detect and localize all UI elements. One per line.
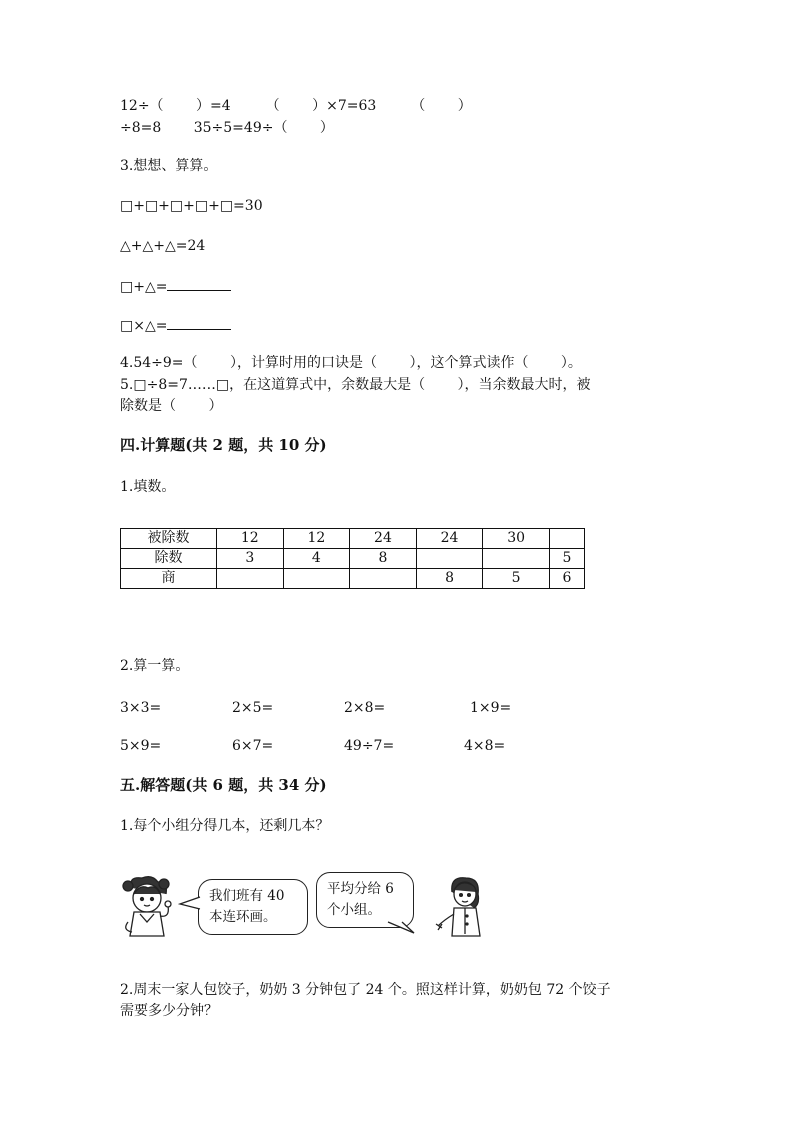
table-cell xyxy=(217,569,284,589)
table-cell xyxy=(416,549,483,569)
table-cell: 12 xyxy=(217,529,284,549)
bubble-right-line-2: 个小组。 xyxy=(327,902,381,918)
equation-triangles: △+△+△=24 xyxy=(120,238,206,254)
question-5-line-1: 5.□÷8=7……□，在这道算式中，余数最大是（ ），当余数最大时，被 xyxy=(120,377,591,393)
answer-blank[interactable] xyxy=(167,315,231,330)
table-cell xyxy=(350,569,417,589)
girl-left-illustration xyxy=(118,874,180,940)
equation-squares: □+□+□+□+□=30 xyxy=(120,198,263,214)
table-cell xyxy=(549,529,584,549)
bubble-left-line-2: 本连环画。 xyxy=(209,909,277,925)
calc-item: 6×7= xyxy=(232,738,274,754)
table-cell: 8 xyxy=(416,569,483,589)
section-5-q2-line-1: 2.周末一家人包饺子，奶奶 3 分钟包了 24 个。照这样计算，奶奶包 72 个饺子 xyxy=(120,982,611,998)
bubble-left-tail xyxy=(178,894,202,912)
girl-right-illustration xyxy=(434,874,490,938)
equation-product-row xyxy=(120,315,231,336)
table-cell: 3 xyxy=(217,549,284,569)
table-row xyxy=(121,569,585,589)
calc-item: 49÷7= xyxy=(344,738,395,754)
section-4-q2-title: 2.算一算。 xyxy=(120,658,190,674)
section-5-q2-line-2: 需要多少分钟？ xyxy=(120,1003,218,1019)
calc-item: 1×9= xyxy=(470,700,512,716)
table-cell: 5 xyxy=(549,549,584,569)
bubble-right-tail xyxy=(386,920,416,936)
division-fill-table xyxy=(120,528,585,589)
table-cell: 24 xyxy=(350,529,417,549)
table-row xyxy=(121,529,585,549)
equation-sum-row xyxy=(120,276,231,297)
table-cell: 12 xyxy=(283,529,350,549)
calc-item: 2×8= xyxy=(344,700,386,716)
fill-blank-line-2: ÷8=8 35÷5=49÷（ ） xyxy=(120,120,334,136)
section-5-heading: 五.解答题(共 6 题，共 34 分) xyxy=(120,776,327,794)
question-4: 4.54÷9=（ ），计算时用的口诀是（ ），这个算式读作（ ）。 xyxy=(120,355,582,371)
equation-sum-prefix: □+△= xyxy=(120,279,168,295)
question-5-line-2: 除数是（ ） xyxy=(120,398,223,414)
calc-item: 3×3= xyxy=(120,700,162,716)
row-label: 被除数 xyxy=(121,529,217,549)
fill-blank-line-1: 12÷（ ）=4 （ ）×7=63 （ ） xyxy=(120,98,472,114)
question-3-title: 3.想想、算算。 xyxy=(120,158,218,174)
table-row xyxy=(121,549,585,569)
calc-item: 4×8= xyxy=(464,738,506,754)
table-cell xyxy=(483,549,550,569)
answer-blank[interactable] xyxy=(167,276,231,291)
calc-item: 2×5= xyxy=(232,700,274,716)
table-cell xyxy=(283,569,350,589)
section-5-q1-title: 1.每个小组分得几本，还剩几本？ xyxy=(120,818,330,834)
table-cell: 24 xyxy=(416,529,483,549)
table-cell: 30 xyxy=(483,529,550,549)
section-4-heading: 四.计算题(共 2 题，共 10 分) xyxy=(120,436,327,454)
section-4-q1-title: 1.填数。 xyxy=(120,479,176,495)
bubble-left-line-1: 我们班有 40 xyxy=(209,888,285,904)
table-cell: 4 xyxy=(283,549,350,569)
row-label: 商 xyxy=(121,569,217,589)
bubble-right-line-1: 平均分给 6 xyxy=(327,881,394,897)
speech-bubble-left xyxy=(198,879,308,935)
table-cell: 5 xyxy=(483,569,550,589)
row-label: 除数 xyxy=(121,549,217,569)
table-cell: 8 xyxy=(350,549,417,569)
equation-product-prefix: □×△= xyxy=(120,318,168,334)
calc-item: 5×9= xyxy=(120,738,162,754)
table-cell: 6 xyxy=(549,569,584,589)
